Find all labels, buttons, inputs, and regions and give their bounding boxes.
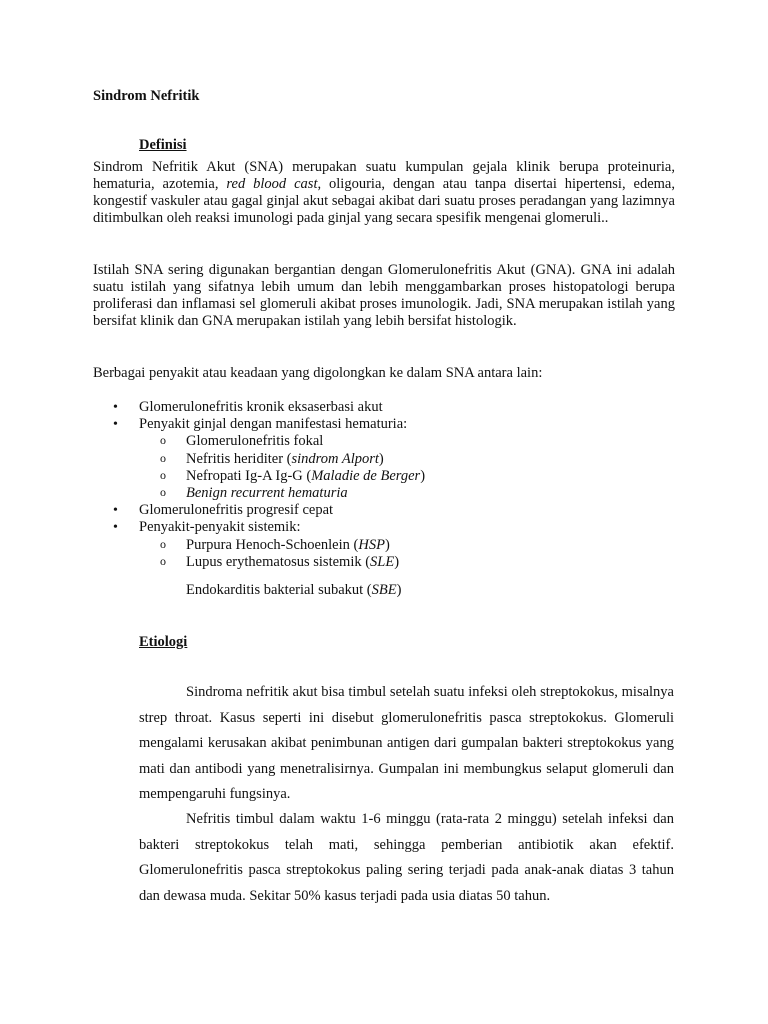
text-run: Endokarditis bakterial subakut (: [186, 582, 372, 598]
text-run: Lupus erythematosus sistemik (: [186, 553, 371, 570]
sub-list-item: [93, 537, 653, 554]
italic-term: sindrom Alport: [291, 450, 379, 467]
section-heading-etiologi: Etiologi: [139, 634, 188, 650]
list-item-text: Glomerulonefritis progresif cepat: [139, 502, 334, 519]
text-run: Nefropati Ig-A Ig-G (: [186, 467, 312, 484]
italic-term: Benign recurrent hematuria: [186, 485, 348, 502]
document-title: Sindrom Nefritik: [93, 88, 200, 104]
text-run: ): [378, 450, 384, 467]
etiologi-paragraph-1: Sindroma nefritik akut bisa timbul setelah suatu infeksi oleh streptokokus, misalnya strep throat. Kasus seperti ini disebut glomerulonefritis pasca streptokokus. Glomeruli mengalami kerusakan akibat penimbunan antigen dari gumpalan bakteri streptokokus yang mati dan antibodi yang menetralisirnya. Gumpalan ini membungkus selaput glomeruli dan mempengaruhi fungsinya.: [139, 684, 674, 802]
sub-list-item: [93, 485, 653, 502]
sub-list-item: [93, 554, 653, 571]
section-heading-definisi: Definisi: [139, 137, 187, 153]
extra-list-line: [186, 582, 401, 599]
text-run: ): [396, 582, 402, 598]
definisi-paragraph-1: [93, 159, 675, 227]
italic-term: SBE: [371, 582, 397, 598]
text-run: Nefritis heriditer (: [186, 450, 292, 467]
sub-list-item: [93, 468, 653, 485]
italic-term: red blood cast: [226, 176, 318, 193]
list-item-text: Penyakit ginjal dengan manifestasi hematuria:: [139, 416, 408, 433]
list-item-text: Penyakit-penyakit sistemik:: [139, 519, 301, 536]
definisi-paragraph-3: Berbagai penyakit atau keadaan yang digolongkan ke dalam SNA antara lain:: [93, 365, 543, 381]
text-run: ): [394, 553, 400, 570]
definisi-paragraph-2: Istilah SNA sering digunakan bergantian dengan Glomerulonefritis Akut (GNA). GNA ini adalah suatu istilah yang sifatnya lebih umum dan lebih menggambarkan proses histopatologi berupa proliferasi dan inflamasi sel glomeruli akibat proses imunologik. Jadi, SNA merupakan istilah yang bersifat klinik dan GNA merupakan istilah yang lebih bersifat histologik.: [93, 262, 675, 330]
text-run: Sindrom Nefritik Akut (SNA) merupakan suatu kumpulan gejala klinik berupa proteinuria, hematuria, azotemia,: [93, 159, 675, 193]
etiologi-paragraph-2: Nefritis timbul dalam waktu 1-6 minggu (rata-rata 2 minggu) setelah infeksi dan bakteri streptokokus telah mati, sehingga pemberian antibiotik akan efektif. Glomerulonefritis pasca streptokokus paling sering terjadi pada anak-anak diatas 3 tahun dan dewasa muda. Sekitar 50% kasus terjadi pada usia diatas 50 tahun.: [139, 811, 674, 904]
sub-list-item: [93, 433, 653, 450]
text-run: , oligouria, dengan atau tanpa disertai hipertensi, edema, kongestif vaskuler atau gagal ginjal akut sebagai akibat dari suatu proses peradangan yang lazimnya ditimbulkan oleh reaksi imunologi pada ginjal yang secara spesifik mengenai glomeruli..: [93, 176, 675, 227]
italic-term: SLE: [370, 553, 395, 570]
text-run: ): [420, 467, 426, 484]
italic-term: Maladie de Berger: [311, 467, 421, 484]
text-run: ): [384, 536, 390, 553]
list-item-text: Glomerulonefritis fokal: [186, 433, 324, 450]
list-item: [93, 416, 653, 433]
list-item: [93, 502, 653, 519]
list-item: [93, 399, 653, 416]
italic-term: HSP: [358, 536, 385, 553]
sub-list-item: [93, 451, 653, 468]
text-run: Purpura Henoch-Schoenlein (: [186, 536, 359, 553]
list-item-text: Glomerulonefritis kronik eksaserbasi akut: [139, 399, 383, 415]
list-item: [93, 519, 653, 536]
disease-list: [93, 399, 653, 571]
